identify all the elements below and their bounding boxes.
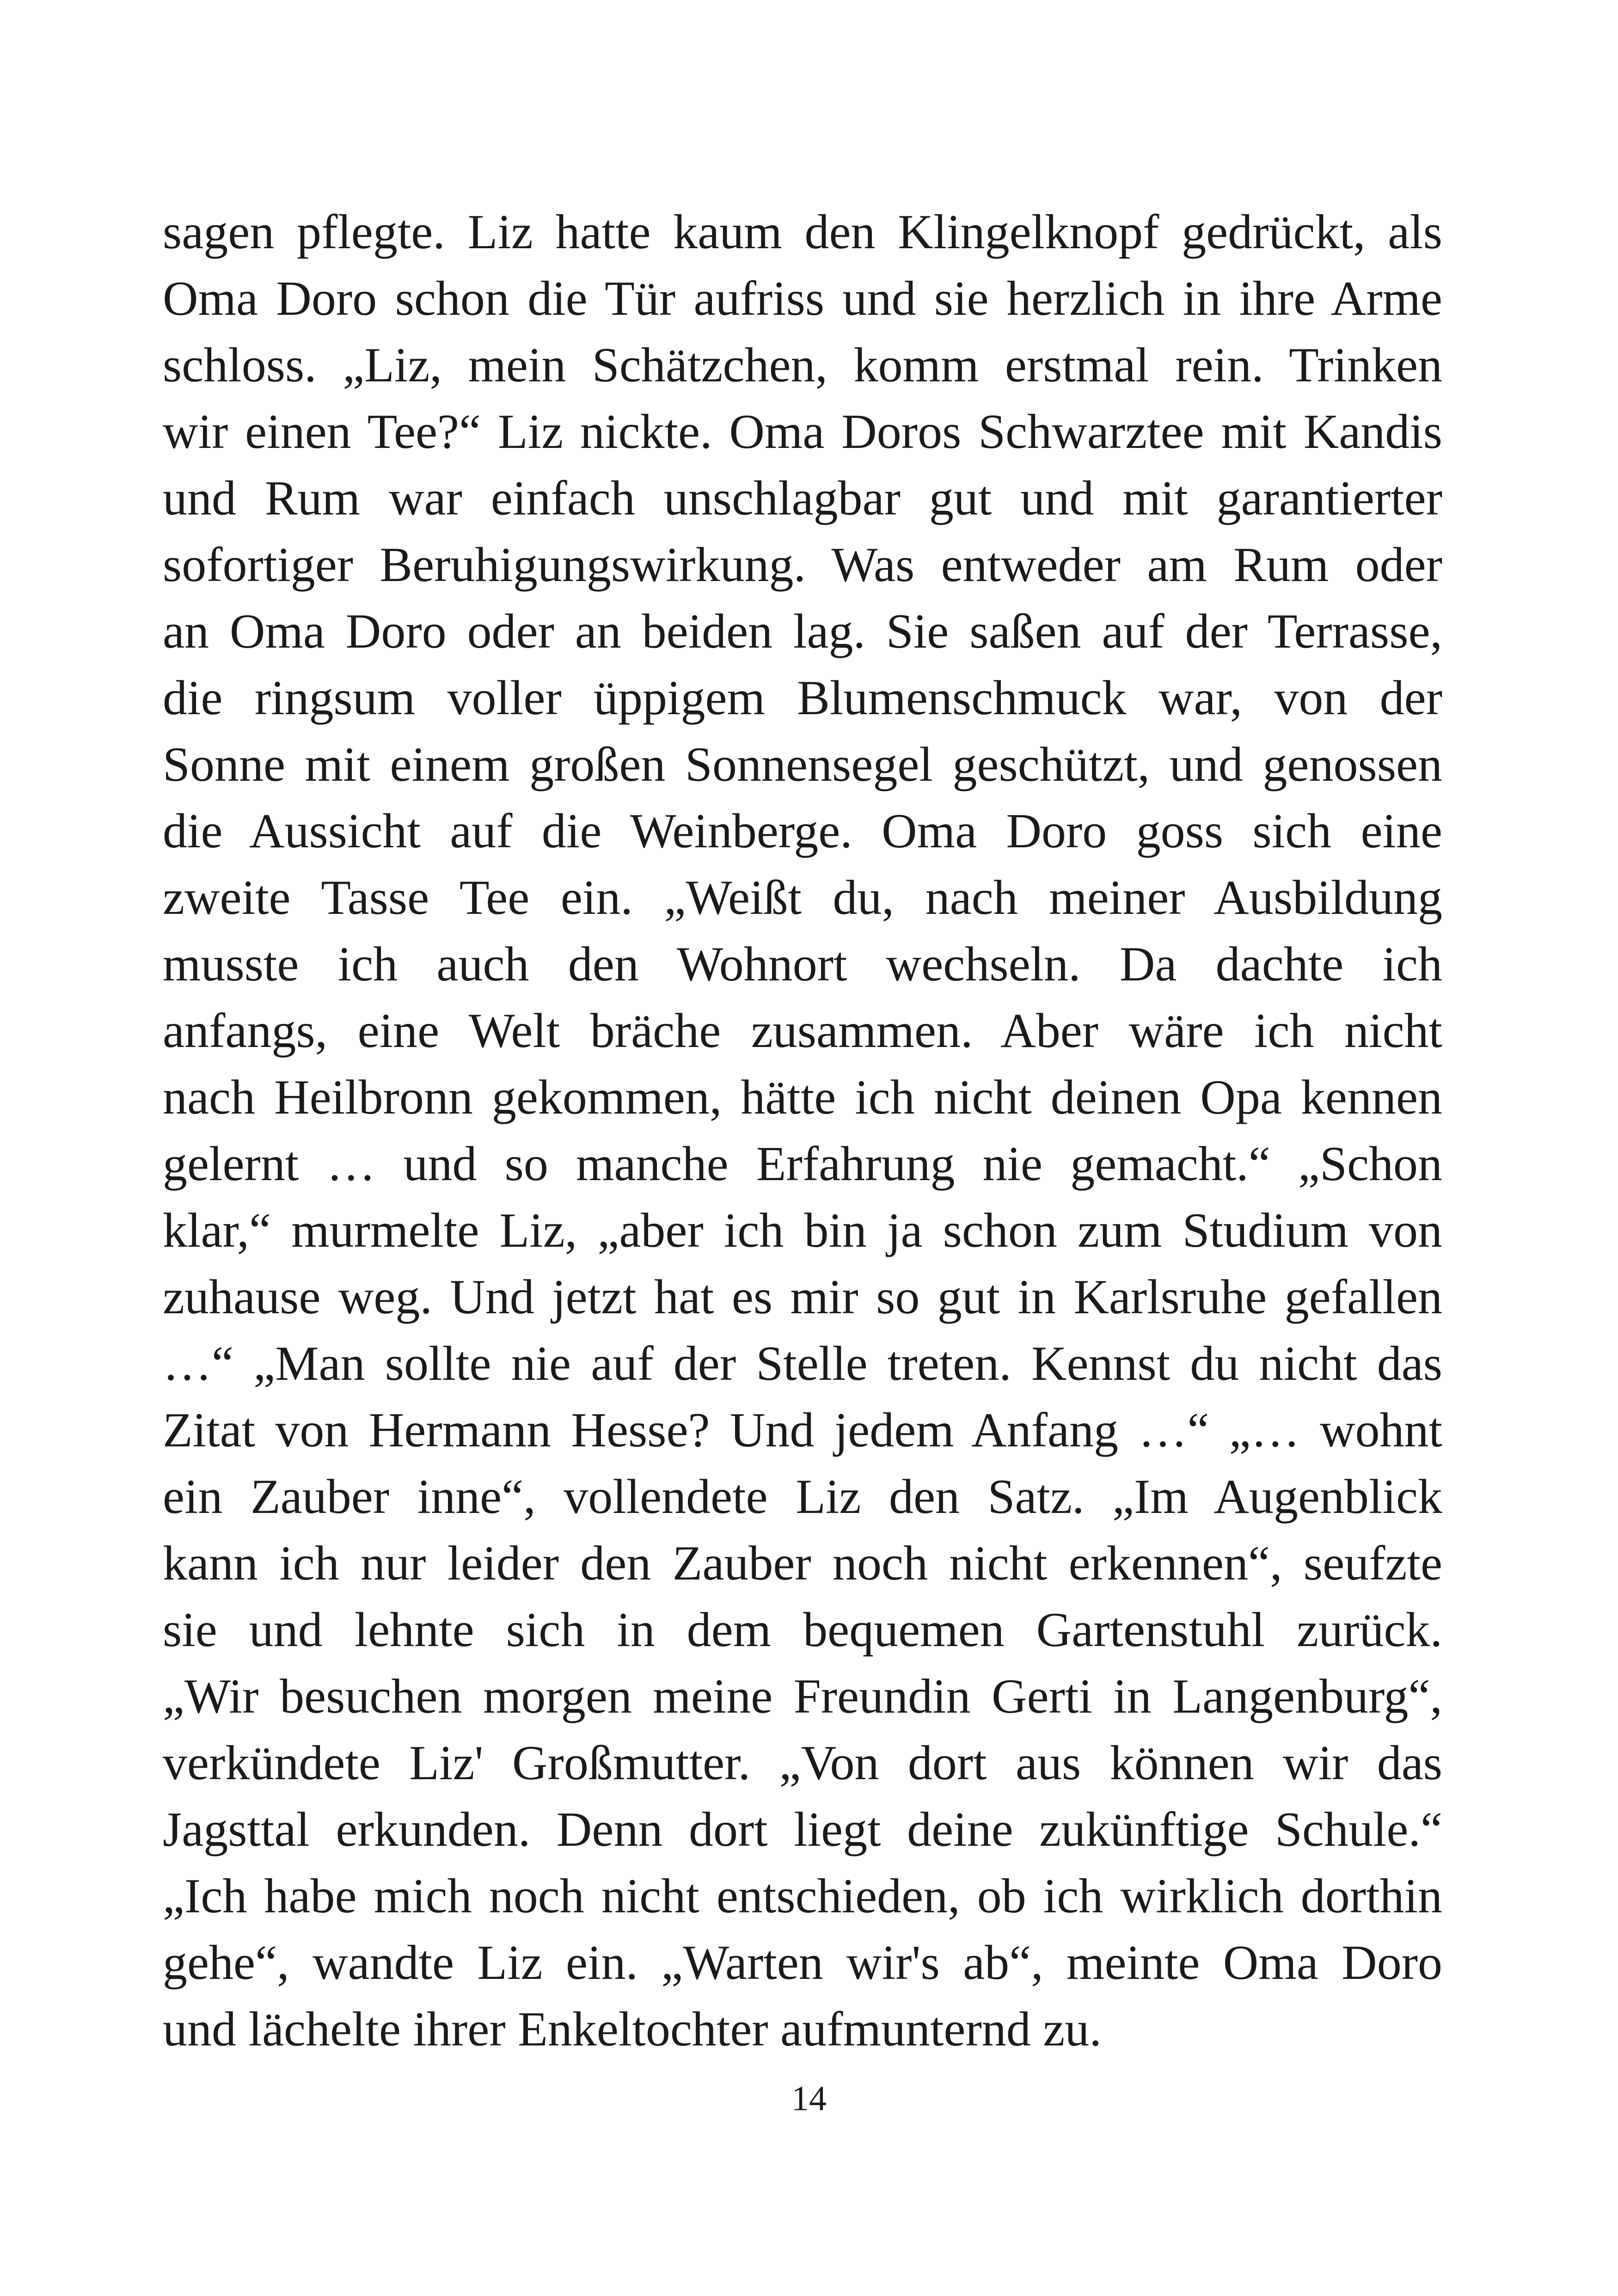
text-line: die ringsum voller üppigem Blumenschmuck war, von der	[163, 671, 1442, 725]
text-line: Sonne mit einem großen Sonnensegel geschützt, und genossen	[163, 737, 1442, 791]
text-line: die Aussicht auf die Weinberge. Oma Doro goss sich eine	[163, 804, 1442, 858]
text-line: nach Heilbronn gekommen, hätte ich nicht deinen Opa kennen	[163, 1070, 1442, 1124]
text-line: Jagsttal erkunden. Denn dort liegt deine zukünftige Schule.“	[163, 1802, 1442, 1856]
text-line: …“ „Man sollte nie auf der Stelle treten. Kennst du nicht das	[163, 1336, 1442, 1390]
text-line: sagen pflegte. Liz hatte kaum den Klingelknopf gedrückt, als	[163, 205, 1442, 259]
text-line: gehe“, wandte Liz ein. „Warten wir's ab“, meinte Oma Doro	[163, 1935, 1442, 1990]
text-line: „Ich habe mich noch nicht entschieden, ob ich wirklich dorthin	[163, 1869, 1442, 1923]
body-text	[163, 199, 1442, 2063]
text-line: ein Zauber inne“, vollendete Liz den Satz. „Im Augenblick	[163, 1469, 1442, 1524]
text-line: Oma Doro schon die Tür aufriss und sie herzlich in ihre Arme	[163, 271, 1442, 325]
text-line: kann ich nur leider den Zauber noch nicht erkennen“, seufzte	[163, 1536, 1442, 1590]
text-line: wir einen Tee?“ Liz nickte. Oma Doros Schwarztee mit Kandis	[163, 404, 1442, 459]
text-line: schloss. „Liz, mein Schätzchen, komm erstmal rein. Trinken	[163, 338, 1442, 392]
text-line: und lächelte ihrer Enkeltochter aufmunternd zu.	[163, 2002, 1102, 2056]
text-line: an Oma Doro oder an beiden lag. Sie saßen auf der Terrasse,	[163, 604, 1442, 658]
text-line: gelernt … und so manche Erfahrung nie gemacht.“ „Schon	[163, 1137, 1442, 1191]
text-line: musste ich auch den Wohnort wechseln. Da dachte ich	[163, 937, 1442, 991]
text-line: Zitat von Hermann Hesse? Und jedem Anfang …“ „… wohnt	[163, 1403, 1442, 1457]
text-line: sofortiger Beruhigungswirkung. Was entweder am Rum oder	[163, 538, 1442, 592]
text-line: anfangs, eine Welt bräche zusammen. Aber wäre ich nicht	[163, 1004, 1442, 1058]
text-line: klar,“ murmelte Liz, „aber ich bin ja schon zum Studium von	[163, 1203, 1442, 1257]
page-number: 14	[791, 2079, 827, 2118]
text-line: zuhause weg. Und jetzt hat es mir so gut in Karlsruhe gefallen	[163, 1270, 1442, 1324]
text-line: verkündete Liz' Großmutter. „Von dort aus können wir das	[163, 1736, 1442, 1790]
text-line: „Wir besuchen morgen meine Freundin Gerti in Langenburg“,	[163, 1669, 1442, 1723]
text-line: zweite Tasse Tee ein. „Weißt du, nach meiner Ausbildung	[163, 870, 1442, 925]
text-line: sie und lehnte sich in dem bequemen Gartenstuhl zurück.	[163, 1603, 1442, 1657]
text-line: und Rum war einfach unschlagbar gut und mit garantierter	[163, 471, 1442, 525]
